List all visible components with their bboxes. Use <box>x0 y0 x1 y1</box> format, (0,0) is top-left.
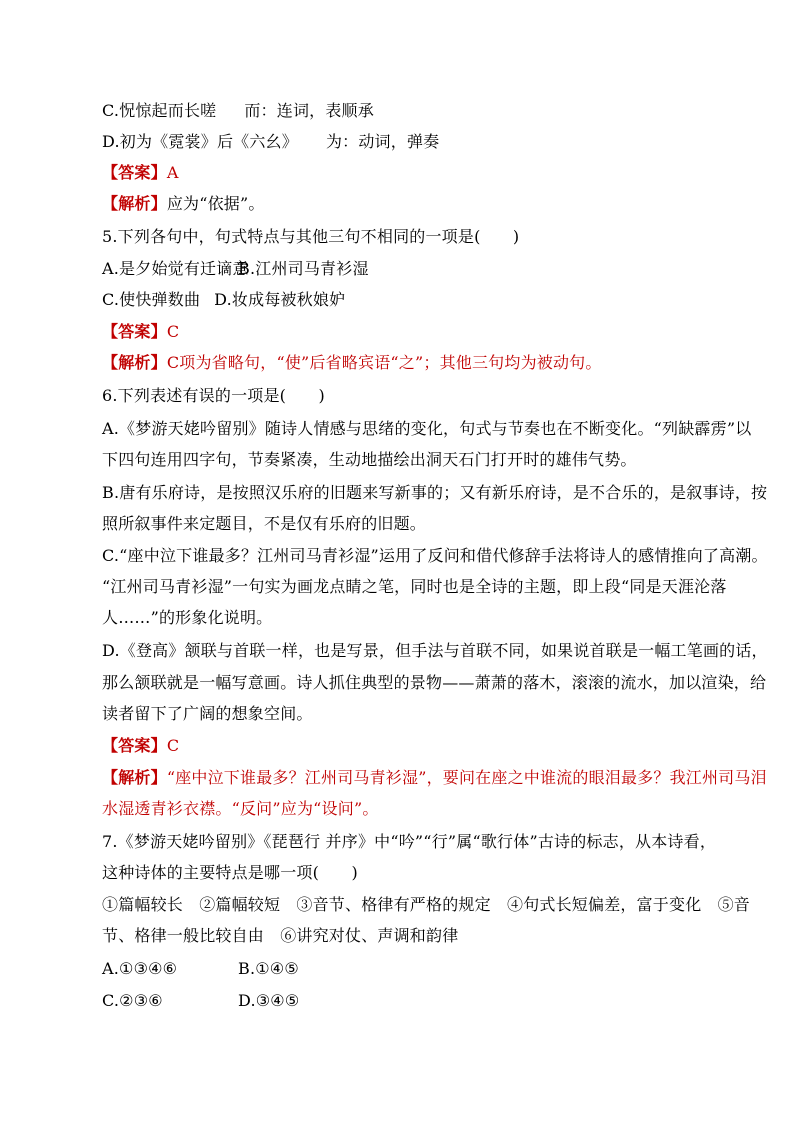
q5-option-c: C.使快弹数曲 <box>102 290 201 309</box>
q6-option-d-line-3: 读者留下了广阔的想象空间。 <box>102 704 313 723</box>
q6-stem: 6.下列表述有误的一项是( ) <box>102 386 325 405</box>
q7-option-d: D.③④⑤ <box>238 991 300 1010</box>
q4-answer <box>102 162 722 184</box>
q6-analysis-label: 【解析】 <box>102 768 167 787</box>
q6-option-b-line-2: 照所叙事件来定题目，不是仅有乐府的旧题。 <box>102 514 427 533</box>
q6-answer-value: C <box>166 736 180 755</box>
q5-analysis-label: 【解析】 <box>102 353 167 372</box>
q6-answer <box>102 735 722 757</box>
q5-answer <box>102 321 722 343</box>
q4-answer-label: 【答案】 <box>102 163 167 182</box>
q6-analysis-text-1: “座中泣下谁最多？江州司马青衫湿”，要问在座之中谁流的眼泪最多？我江州司马泪 <box>166 768 767 787</box>
q5-answer-label: 【答案】 <box>102 322 167 341</box>
q4-answer-value: A <box>166 163 179 182</box>
q4-option-d-note: 为：动词，弹奏 <box>325 132 440 151</box>
q5-option-b: B.江州司马青衫湿 <box>238 259 369 278</box>
q5-stem: 5.下列各句中，句式特点与其他三句不相同的一项是( ) <box>102 227 520 246</box>
q5-analysis <box>102 352 722 374</box>
q5-option-d: D.妆成每被秋娘妒 <box>214 290 346 309</box>
q7-stem-line-1: 7.《梦游天姥吟留别》《琵琶行 并序》中“吟”“行”属“歌行体”古诗的标志，从本诗看， <box>102 832 717 851</box>
q4-option-c-note: 而：连词，表顺承 <box>244 101 374 120</box>
q6-analysis-line-2: 水湿透青衫衣襟。“反问”应为“设问”。 <box>102 799 379 818</box>
q6-option-a-line-1: A.《梦游天姥吟留别》随诗人情感与思绪的变化，句式与节奏也在不断变化。“列缺霹雳”以 <box>102 419 752 438</box>
q5-answer-value: C <box>166 322 180 341</box>
q4-analysis-text: 应为“依据”。 <box>166 194 265 213</box>
q6-option-d-line-2: 那么颔联就是一幅写意画。诗人抓住典型的景物——萧萧的落木，滚滚的流水，加以渲染，给 <box>102 673 767 692</box>
q6-answer-label: 【答案】 <box>102 736 167 755</box>
q4-analysis <box>102 193 722 215</box>
q6-option-d-line-1: D.《登高》颔联与首联一样，也是写景，但手法与首联不同，如果说首联是一幅工笔画的话， <box>102 641 768 660</box>
q4-analysis-label: 【解析】 <box>102 194 167 213</box>
q5-options-cd <box>102 289 722 311</box>
q6-option-b-line-1: B.唐有乐府诗，是按照汉乐府的旧题来写新事的；又有新乐府诗，是不合乐的，是叙事诗，按 <box>102 483 768 502</box>
q6-option-c-line-1: C.“座中泣下谁最多？江州司马青衫湿”运用了反问和借代修辞手法将诗人的感情推向了高潮。 <box>102 546 768 565</box>
q5-analysis-text: C项为省略句，“使”后省略宾语“之”；其他三句均为被动句。 <box>166 353 602 372</box>
q4-option-c <box>102 100 722 122</box>
q5-options-ab <box>102 258 722 280</box>
q7-option-b: B.①④⑤ <box>238 959 299 978</box>
q7-options-ab <box>102 958 722 980</box>
q7-items-line-2: 节、格律一般比较自由 ⑥讲究对仗、声调和韵律 <box>102 926 459 945</box>
q6-option-c-line-2: “江州司马青衫湿”一句实为画龙点睛之笔，同时也是全诗的主题，即上段“同是天涯沦落 <box>102 577 727 596</box>
q4-option-c-text: C.怳惊起而长嗟 <box>102 101 217 120</box>
q7-options-cd <box>102 990 722 1012</box>
q5-option-a: A.是夕始觉有迁谪意 <box>102 259 249 278</box>
q7-option-c: C.②③⑥ <box>102 991 163 1010</box>
q6-analysis-line-1 <box>102 767 767 789</box>
q4-option-d-text: D.初为《霓裳》后《六幺》 <box>102 132 298 151</box>
q7-stem-line-2: 这种诗体的主要特点是哪一项( ) <box>102 863 358 882</box>
q7-option-a: A.①③④⑥ <box>102 959 178 978</box>
q6-option-a-line-2: 下四句连用四字句，节奏紧凑，生动地描绘出洞天石门打开时的雄伟气势。 <box>102 450 637 469</box>
q6-option-c-line-3: 人……”的形象化说明。 <box>102 608 273 627</box>
q4-option-d <box>102 131 722 153</box>
q7-items-line-1: ①篇幅较长 ②篇幅较短 ③音节、格律有严格的规定 ④句式长短偏差，富于变化 ⑤音 <box>102 895 751 914</box>
